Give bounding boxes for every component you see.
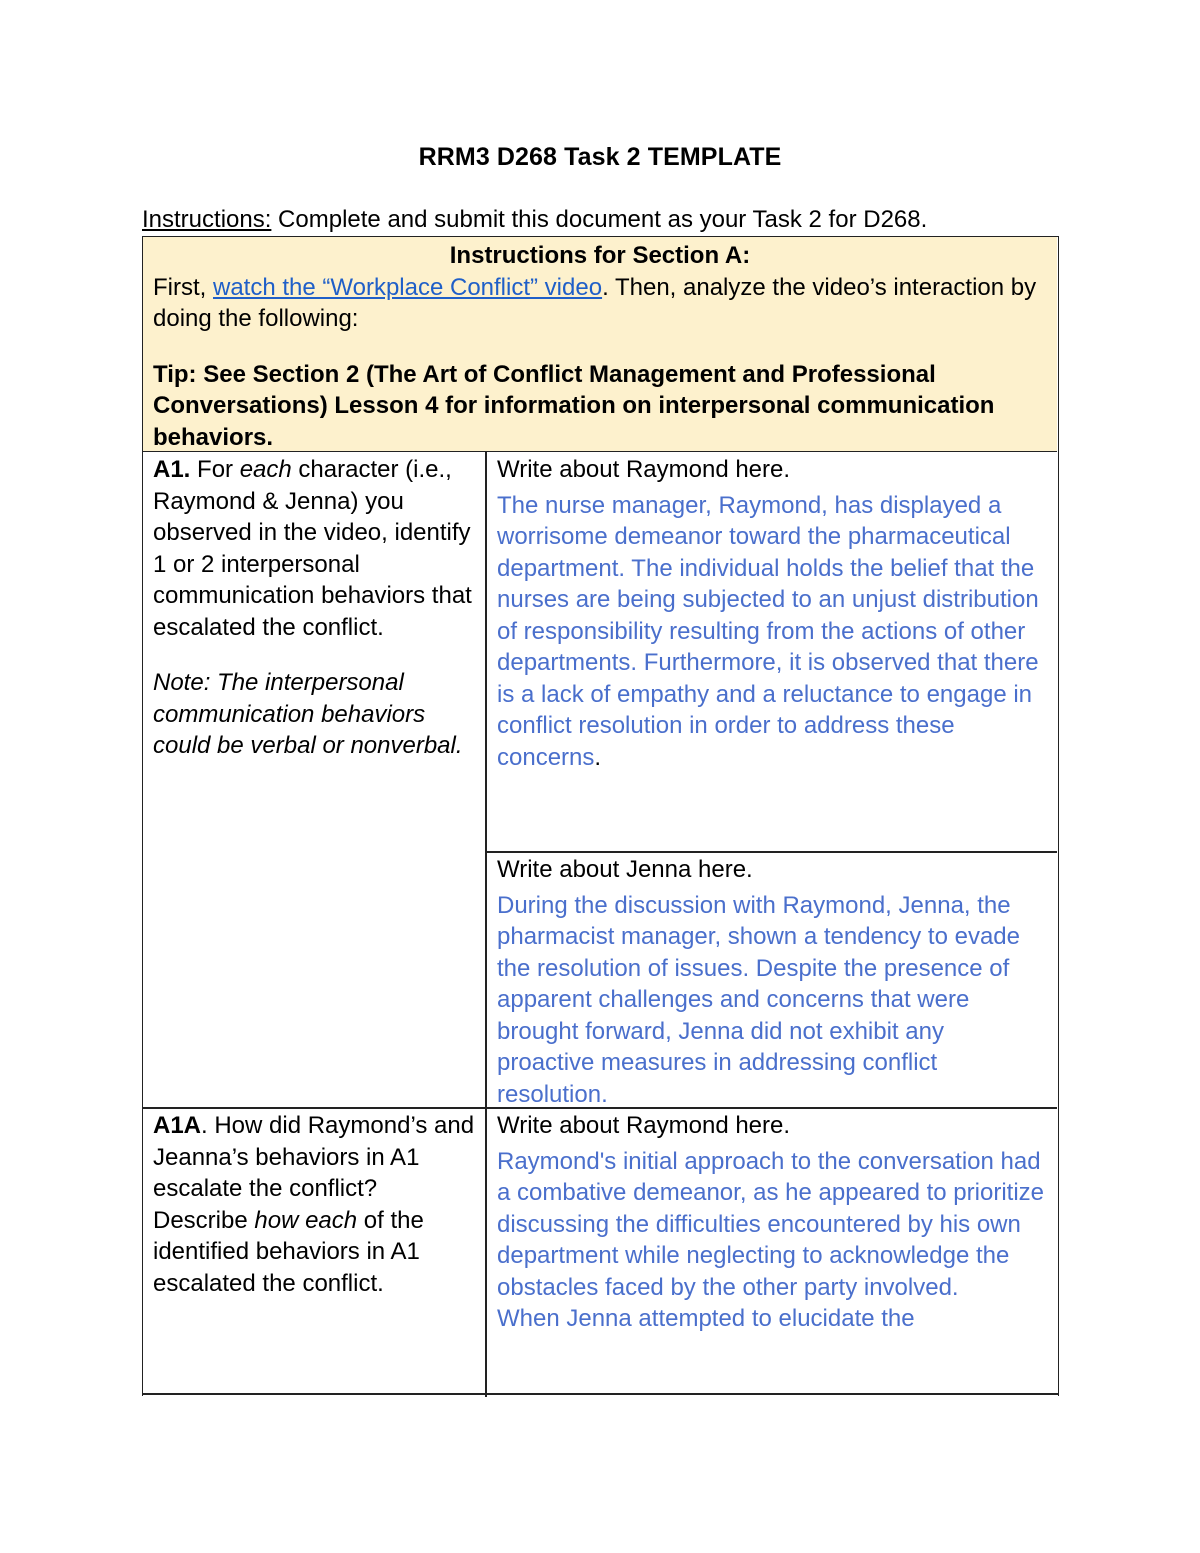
a1-prompt-part: character (i.e., Raymond & Jenna) you observed in the video, identify 1 or 2 interpersonal communication behaviors that escalated the conflict. xyxy=(153,456,472,641)
a1a-raymond-answer: Raymond's initial approach to the conversation had a combative demeanor, as he appeared to prioritize discussing the difficulties encountered by his own department while neglecting to acknowledge the obstacles faced by the other party involved. xyxy=(497,1147,1044,1301)
document-title: RRM3 D268 Task 2 TEMPLATE xyxy=(418,143,782,171)
instructions-line xyxy=(142,204,1102,236)
a1-prompt-cell xyxy=(143,452,485,1107)
a1a-label: A1A xyxy=(153,1112,202,1139)
a1a-prompt xyxy=(153,1110,475,1299)
intro-prefix: First, xyxy=(153,273,213,301)
a1-jenna-header: Write about Jenna here. xyxy=(497,856,753,883)
a1-prompt xyxy=(153,454,475,643)
a1-raymond-header: Write about Raymond here. xyxy=(497,456,791,483)
task-table xyxy=(142,236,1059,1396)
section-a-intro xyxy=(153,272,1047,335)
a1-raymond-cell xyxy=(487,452,1057,851)
intro-suffix: . Then, analyze the video’s interaction by doing the following: xyxy=(153,273,1037,332)
a1a-prompt-part: of the identified behaviors in A1 escalated the conflict. xyxy=(153,1206,424,1297)
a1-prompt-each: each xyxy=(239,456,292,483)
a1-raymond-answer-end: . xyxy=(594,743,602,771)
a1a-prompt-part: . How did Raymond’s and Jeanna’s behaviors in A1 escalate the conflict? Describe xyxy=(153,1112,475,1234)
a1-jenna-cell xyxy=(487,852,1057,1107)
a1-raymond-answer-text: The nurse manager, Raymond, has displayed a worrisome demeanor toward the pharmaceutical department. The individual holds the belief that the nurses are being subjected to an unjust distribution of responsibility resulting from the actions of other departments. Furthermore, it is observed that there is a lack of empathy and a reluctance to engage in conflict resolution in order to address these concerns xyxy=(497,491,1039,771)
page-break-line xyxy=(142,1393,1059,1395)
section-a-instructions xyxy=(143,237,1057,452)
a1-jenna-answer: During the discussion with Raymond, Jenna, the pharmacist manager, shown a tendency to evade the resolution of issues. Despite the presence of apparent challenges and concerns that were brought forward, Jenna did not exhibit any proactive measures in addressing conflict resolution. xyxy=(497,891,1020,1108)
a1a-prompt-cell xyxy=(143,1108,485,1397)
a1a-prompt-how-each: how each xyxy=(254,1206,358,1234)
a1-note: Note: The interpersonal communication behaviors could be verbal or nonverbal. xyxy=(153,669,463,759)
section-a-tip: Tip: See Section 2 (The Art of Conflict Management and Professional Conversations) Lesson 4 for information on interpersonal communication behaviors. xyxy=(153,360,995,451)
section-a-heading: Instructions for Section A: xyxy=(449,242,751,269)
a1a-raymond-answer-continued: When Jenna attempted to elucidate the xyxy=(497,1305,915,1332)
a1a-raymond-header: Write about Raymond here. xyxy=(497,1112,791,1139)
instructions-text: Complete and submit this document as your Task 2 for D268. xyxy=(271,206,928,233)
a1-label: A1. xyxy=(153,456,191,483)
instructions-label: Instructions: xyxy=(142,206,272,233)
a1-prompt-part: For xyxy=(190,456,240,483)
a1-raymond-answer xyxy=(497,490,1047,774)
a1a-raymond-cell xyxy=(487,1108,1057,1397)
workplace-conflict-video-link[interactable]: watch the “Workplace Conflict” video xyxy=(213,273,603,301)
